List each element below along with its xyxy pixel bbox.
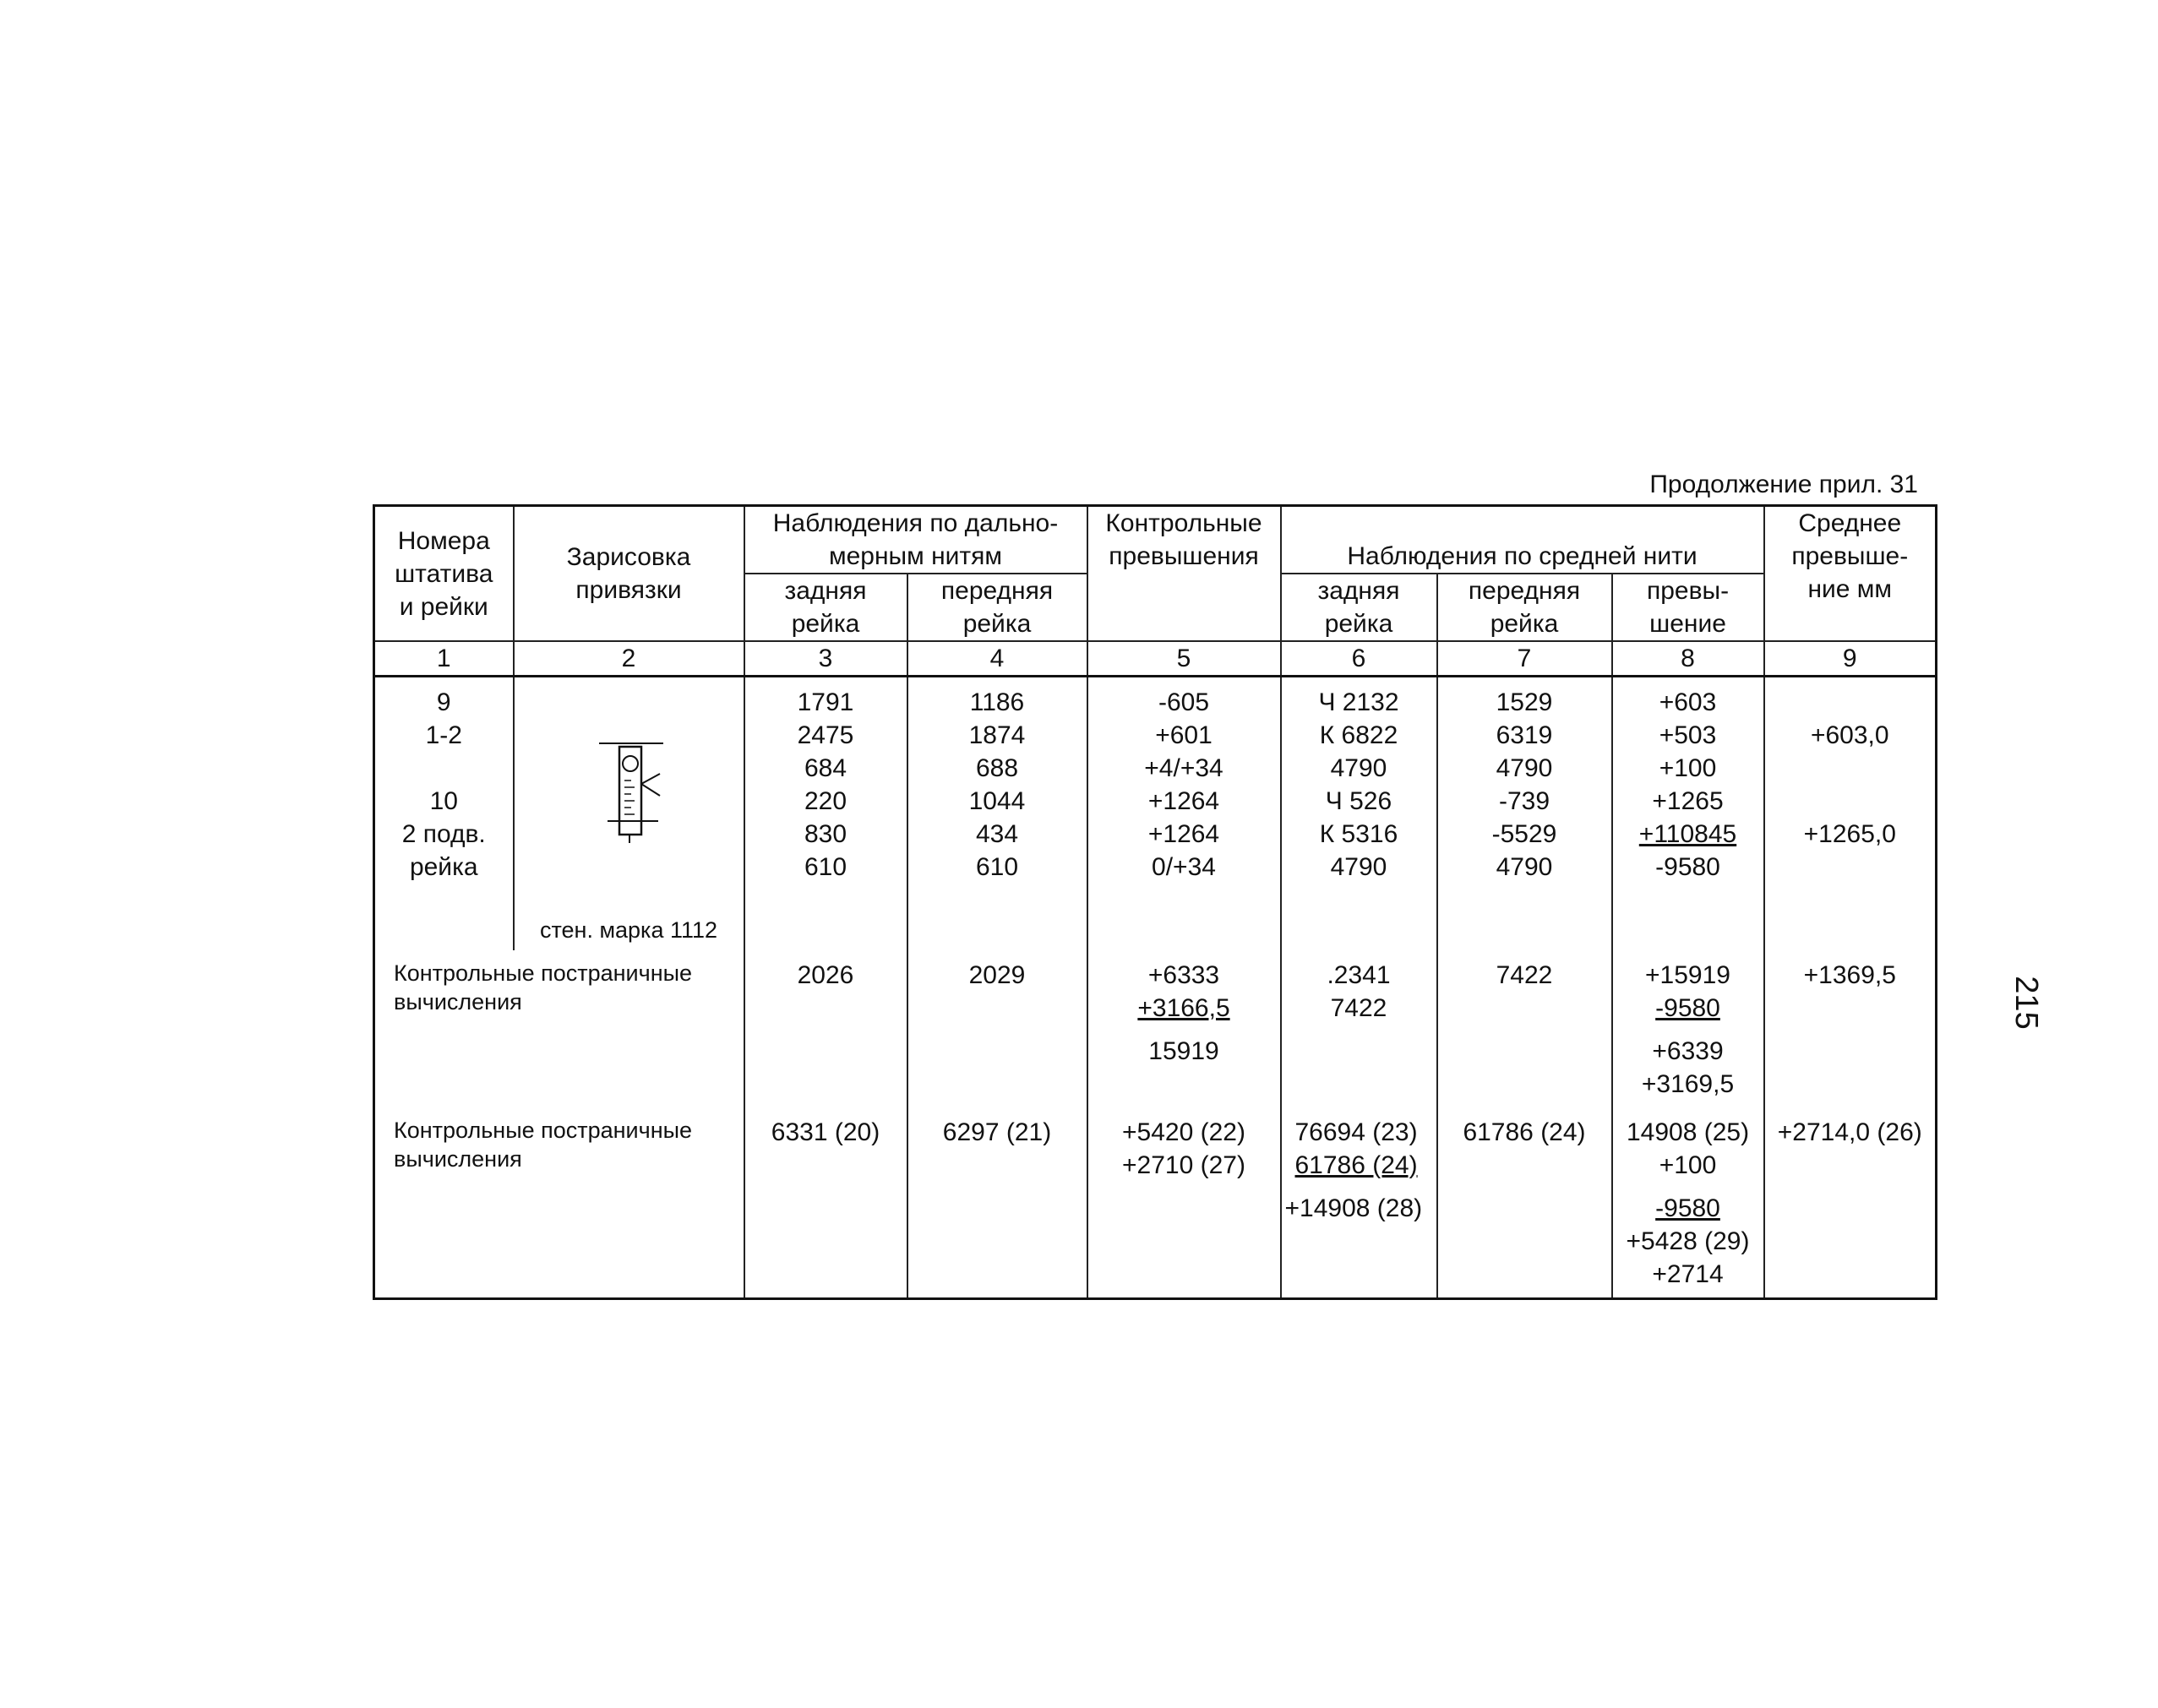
header-back-rod-range: задняя рейка [744,574,907,641]
column-number: 2 [514,641,744,677]
page-check-front-rod-range: 2029 [907,950,1087,1107]
header-middle-thread: Наблюдения по средней нити [1281,506,1764,574]
sketch-cell [514,677,744,950]
header-sketch: Зарисовка привязки [514,506,744,642]
final-check-back-rod-middle: 76694 (23) 61786 (24) +14908 (28) [1281,1107,1437,1299]
final-check-front-rod-middle: 61786 (24) [1437,1107,1612,1299]
column-number: 6 [1281,641,1437,677]
header-range-threads: Наблюдения по дально- мерным нитям [744,506,1087,574]
header-control-elevations: Контрольные превышения [1087,506,1281,642]
column-number: 1 [374,641,514,677]
header-elevation-difference: превы- шение [1612,574,1764,641]
column-number: 4 [907,641,1087,677]
continuation-caption: Продолжение прил. 31 [1649,471,1918,498]
page-check-back-rod-middle: .2341 7422 [1281,950,1437,1107]
table-header [374,506,1937,677]
page-check-row [374,950,1937,1107]
leveling-journal-table [373,504,1937,1300]
page-number: 215 [2008,976,2044,1030]
column-number: 9 [1764,641,1937,677]
final-check-elevation-difference: 14908 (25) +100 -9580 +5428 (29) +2714 [1612,1107,1764,1299]
header-front-rod-middle: передняя рейка [1437,574,1612,641]
sketch-label: стен. марка 1112 [539,917,718,943]
front-rod-middle-cell: 1529 6319 4790 -739 -5529 4790 [1437,677,1612,950]
front-rod-range-cell: 1186 1874 688 1044 434 610 [907,677,1087,950]
column-number-row [374,641,1937,677]
final-check-row [374,1107,1937,1299]
page-check-elevation-difference: +15919 -9580 +6339 +3169,5 [1612,950,1764,1107]
header-back-rod-middle: задняя рейка [1281,574,1437,641]
page-check-front-rod-middle: 7422 [1437,950,1612,1107]
mean-elevation-cell: +603,0 +1265,0 [1764,677,1937,950]
final-check-mean-elevation: +2714,0 (26) [1764,1107,1937,1299]
elevation-difference-cell: +603 +503 +100 +1265 +110845 -9580 [1612,677,1764,950]
page-check-back-rod-range: 2026 [744,950,907,1107]
page-check-label: Контрольные постраничные вычисления [374,950,744,1107]
column-number: 5 [1087,641,1281,677]
page-check-control-elevations: +6333 +3166,5 15919 [1087,950,1281,1107]
header-station-number: Номера штатива и рейки [374,506,514,642]
back-rod-range-cell: 1791 2475 684 220 830 610 [744,677,907,950]
back-rod-middle-cell: Ч 2132 К 6822 4790 Ч 526 К 5316 4790 [1281,677,1437,950]
station-numbers-cell: 9 1-2 10 2 подв. рейка [374,677,514,950]
final-check-label: Контрольные постраничные вычисления [374,1107,744,1299]
header-mean-elevation: Среднее превыше- ние мм [1764,506,1937,642]
observation-row [374,677,1937,950]
final-check-back-rod-range: 6331 (20) [744,1107,907,1299]
final-check-front-rod-range: 6297 (21) [907,1107,1087,1299]
header-front-rod-range: передняя рейка [907,574,1087,641]
page-check-mean-elevation: +1369,5 [1764,950,1937,1107]
control-elevations-cell: -605 +601 +4/+34 +1264 +1264 0/+34 [1087,677,1281,950]
column-number: 3 [744,641,907,677]
final-check-control-elevations: +5420 (22) +2710 (27) [1087,1107,1281,1299]
benchmark-sketch-icon [582,737,675,846]
column-number: 7 [1437,641,1612,677]
column-number: 8 [1612,641,1764,677]
